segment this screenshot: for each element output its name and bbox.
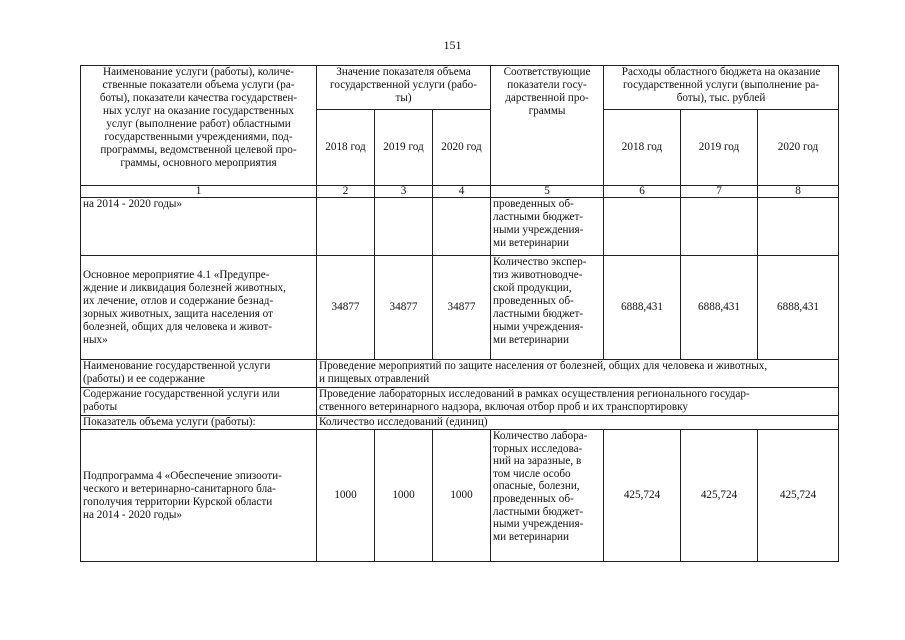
table-row <box>81 388 839 416</box>
header-program-indicators: Соответствующие показатели госу- дарственной про- граммы <box>491 66 604 186</box>
expenses-2019: 6888,431 <box>681 256 758 360</box>
column-index: 1 <box>81 186 317 198</box>
header-row <box>81 66 839 110</box>
row-name: на 2014 - 2020 годы» <box>81 198 317 256</box>
column-index: 4 <box>433 186 491 198</box>
empty-cell <box>681 198 758 256</box>
program-indicator: Количество лабора- торных исследова- ний на заразные, в том числе особо опасные, болезни, проведенных об- ластными бюджет- ными учреждения- ми ветеринарии <box>491 430 604 562</box>
empty-cell <box>375 198 433 256</box>
table-row <box>81 198 839 256</box>
table-row <box>81 360 839 388</box>
header-year-2020-expenses: 2020 год <box>758 110 839 186</box>
table-row <box>81 416 839 430</box>
row-label: Содержание государственной услуги или работы <box>81 388 317 416</box>
row-name: Подпрограмма 4 «Обеспечение эпизооти- ческого и ветеринарно-санитарного бла- гополучия территории Курской области на 2014 - 2020 годы» <box>81 430 317 562</box>
expenses-2018: 425,724 <box>604 430 681 562</box>
header-volume-group: Значение показателя объема государственной услуги (рабо- ты) <box>317 66 491 110</box>
row-value: Проведение мероприятий по защите населения от болезней, общих для человека и животных, и пищевых отравлений <box>317 360 839 388</box>
volume-2019: 34877 <box>375 256 433 360</box>
expenses-2020: 425,724 <box>758 430 839 562</box>
header-year-2020-volume: 2020 год <box>433 110 491 186</box>
program-indicator: проведенных об- ластными бюджет- ными учреждения- ми ветеринарии <box>491 198 604 256</box>
volume-2018: 34877 <box>317 256 375 360</box>
header-year-2018-volume: 2018 год <box>317 110 375 186</box>
row-value: Количество исследований (единиц) <box>317 416 839 430</box>
empty-cell <box>758 198 839 256</box>
empty-cell <box>317 198 375 256</box>
page-number: 151 <box>443 38 462 52</box>
row-name: Основное мероприятие 4.1 «Предупре- ждение и ликвидация болезней животных, их лечение, отлов и содержание безнад- зорных животных, защита населения от болезней, общих для человека и живот- ных» <box>81 256 317 360</box>
header-name-column: Наименование услуги (работы), количе- ственные показатели объема услуги (ра- боты), показатели качества государствен- ных услуг на оказание государственных услуг (выполнение работ) областными государственными учреждениями, под- программы, ведомственной целевой про- граммы, основного мероприятия <box>81 66 317 186</box>
header-year-2019-volume: 2019 год <box>375 110 433 186</box>
program-indicator: Количество экспер- тиз животноводче- ской продукции, проведенных об- ластными бюджет- ными учреждения- ми ветеринарии <box>491 256 604 360</box>
column-index: 2 <box>317 186 375 198</box>
empty-cell <box>433 198 491 256</box>
column-index: 5 <box>491 186 604 198</box>
expenses-2019: 425,724 <box>681 430 758 562</box>
column-index: 6 <box>604 186 681 198</box>
column-index: 3 <box>375 186 433 198</box>
column-index-row <box>81 186 839 198</box>
row-label: Показатель объема услуги (работы): <box>81 416 317 430</box>
volume-2020: 1000 <box>433 430 491 562</box>
header-year-2019-expenses: 2019 год <box>681 110 758 186</box>
empty-cell <box>604 198 681 256</box>
volume-2019: 1000 <box>375 430 433 562</box>
column-index: 7 <box>681 186 758 198</box>
table-row <box>81 430 839 562</box>
header-expenses-group: Расходы областного бюджета на оказание государственной услуги (выполнение ра- боты), тыс. рублей <box>604 66 839 110</box>
budget-table <box>80 65 839 562</box>
header-year-2018-expenses: 2018 год <box>604 110 681 186</box>
table-row <box>81 256 839 360</box>
row-value: Проведение лабораторных исследований в рамках осуществления регионального государ- ственного ветеринарного надзора, включая отбор проб и их транспортировку <box>317 388 839 416</box>
column-index: 8 <box>758 186 839 198</box>
volume-2020: 34877 <box>433 256 491 360</box>
volume-2018: 1000 <box>317 430 375 562</box>
expenses-2018: 6888,431 <box>604 256 681 360</box>
expenses-2020: 6888,431 <box>758 256 839 360</box>
row-label: Наименование государственной услуги (работы) и ее содержание <box>81 360 317 388</box>
